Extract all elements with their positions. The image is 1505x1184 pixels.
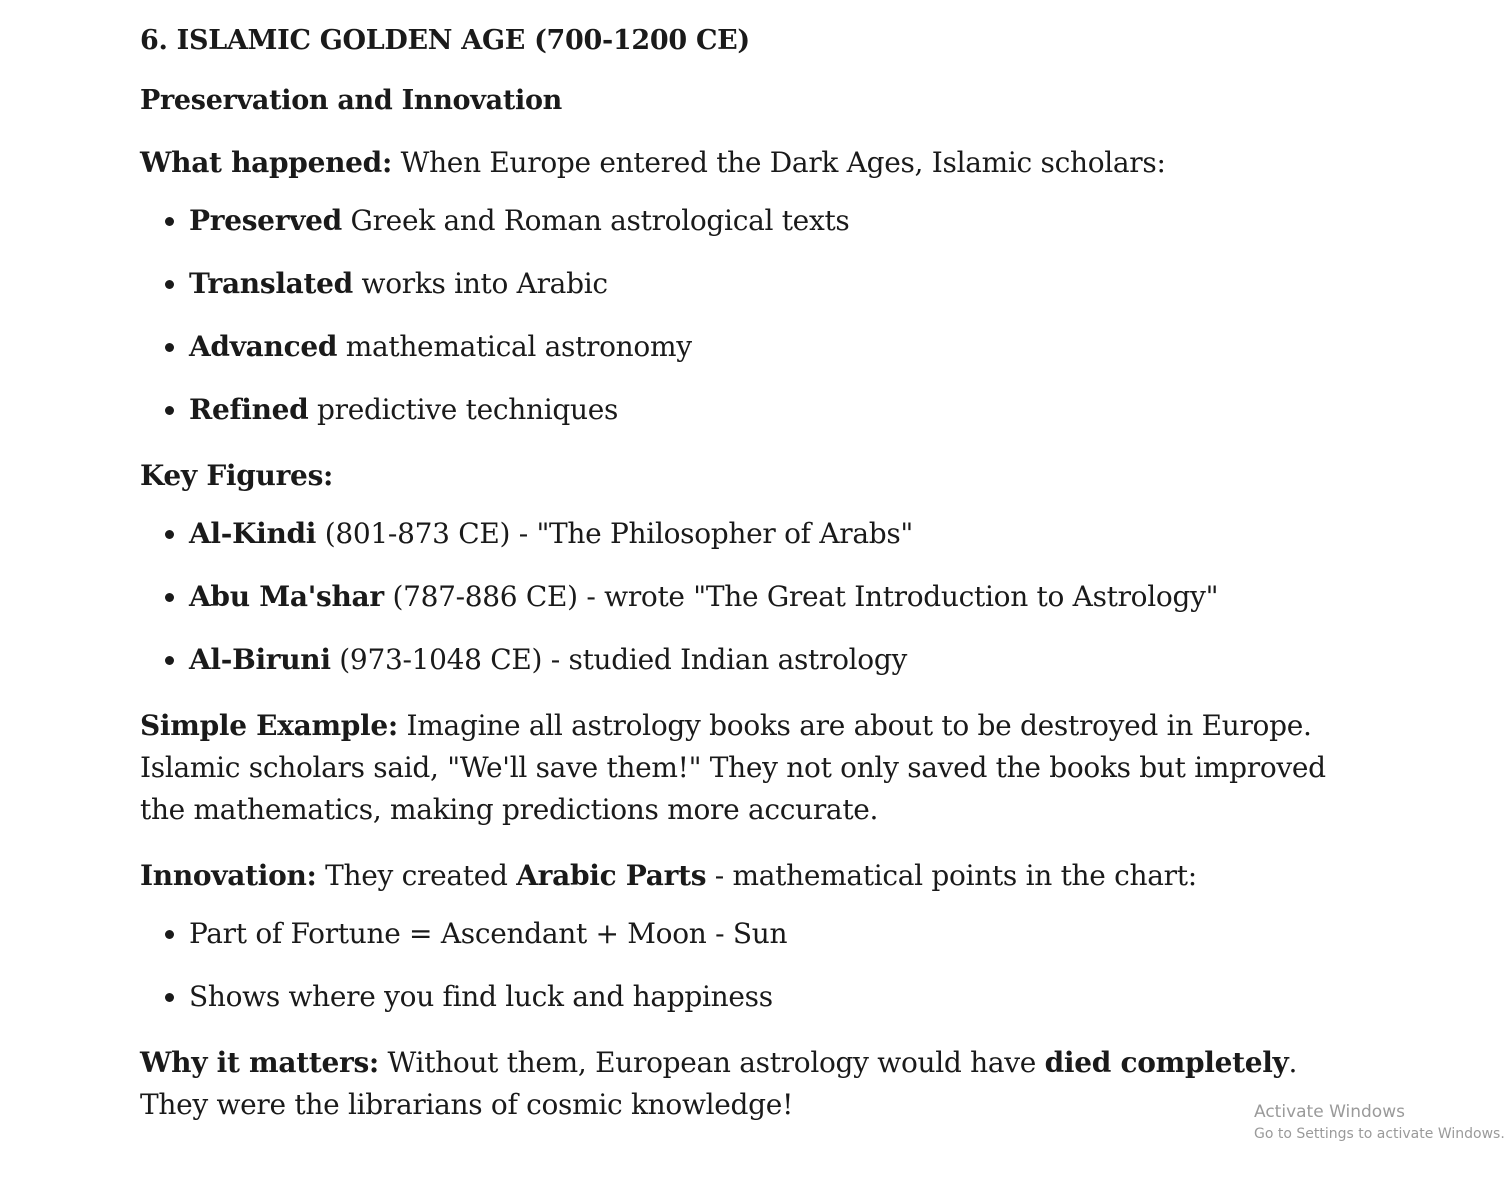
section-subheading: Preservation and Innovation [140, 85, 563, 116]
innovation-bold: Arabic Parts [516, 859, 707, 892]
simple-example-text: Imagine all astrology books are about to be destroyed in Europe. Islamic scholars said, "We'll save them!" They not only saved the books but improved the mathematics, making predictions more accurate. [140, 709, 1326, 826]
figure-text: (973-1048 CE) - studied Indian astrology [330, 643, 907, 676]
key-figures-label-text: Key Figures: [140, 459, 334, 492]
list-item: • Part of Fortune = Ascendant + Moon - Sun [189, 913, 1370, 955]
watermark-subtitle: Go to Settings to activate Windows. [1254, 1126, 1505, 1142]
innovation-text: They created [316, 859, 517, 892]
list-item-text: mathematical astronomy [337, 330, 692, 363]
article-content [140, 0, 1370, 1126]
innovation-paragraph [140, 855, 1370, 897]
key-figures-label [140, 455, 1370, 497]
list-item-text: predictive techniques [308, 393, 619, 426]
list-item [189, 200, 1370, 242]
figure-name: Al-Biruni [189, 643, 331, 676]
list-item [189, 513, 1370, 555]
list-item [189, 576, 1370, 618]
what-happened-text: When Europe entered the Dark Ages, Islamic scholars: [391, 146, 1166, 179]
list-item [189, 263, 1370, 305]
list-item-bold: Translated [189, 267, 353, 300]
list-item [189, 389, 1370, 431]
figure-name: Abu Ma'shar [189, 580, 384, 613]
innovation-label: Innovation: [140, 859, 317, 892]
list-item-bold: Refined [189, 393, 309, 426]
why-it-matters-bold: died completely [1044, 1046, 1289, 1079]
list-item-bold: Advanced [189, 330, 338, 363]
innovation-text-end: - mathematical points in the chart: [706, 859, 1197, 892]
figures-list [140, 513, 1370, 681]
figure-name: Al-Kindi [189, 517, 317, 550]
list-item [189, 639, 1370, 681]
list-item: • Shows where you find luck and happiness [189, 976, 1370, 1018]
watermark-title: Activate Windows [1254, 1102, 1405, 1122]
simple-example-paragraph [140, 705, 1370, 831]
innovation-list [140, 913, 1370, 1018]
actions-list [140, 200, 1370, 431]
windows-activation-watermark [1254, 1100, 1505, 1144]
list-item-text: works into Arabic [352, 267, 608, 300]
why-it-matters-label: Why it matters: [140, 1046, 379, 1079]
section-heading: 6. ISLAMIC GOLDEN AGE (700-1200 CE) [140, 25, 750, 56]
list-item-text: Greek and Roman astrological texts [341, 204, 850, 237]
why-it-matters-paragraph [140, 1042, 1370, 1126]
list-item-bold: Preserved [189, 204, 342, 237]
figure-text: (787-886 CE) - wrote "The Great Introduction to Astrology" [383, 580, 1219, 613]
why-it-matters-text-end: . They were the librarians of cosmic knowledge! [140, 1046, 1298, 1121]
why-it-matters-text: Without them, European astrology would have [378, 1046, 1045, 1079]
what-happened-label: What happened: [140, 146, 392, 179]
what-happened-paragraph [140, 142, 1370, 184]
list-item [189, 326, 1370, 368]
figure-text: (801-873 CE) - "The Philosopher of Arabs" [316, 517, 913, 550]
simple-example-label: Simple Example: [140, 709, 398, 742]
